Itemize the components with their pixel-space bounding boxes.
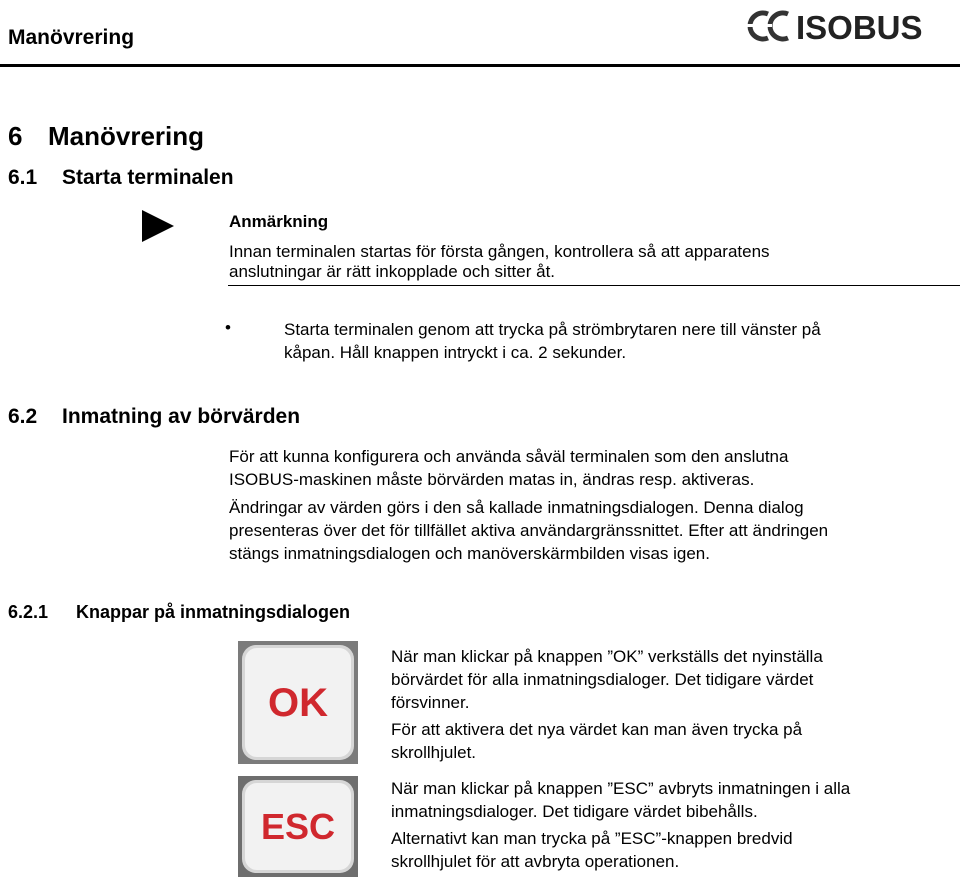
paragraph-line: Ändringar av värden görs i den så kallade inmatningsdialogen. Denna dialog: [229, 498, 804, 517]
bullet-icon: •: [225, 318, 231, 337]
esc-desc-line: Alternativt kan man trycka på ”ESC”-knappen bredvid: [391, 829, 793, 848]
esc-desc-line: skrollhjulet för att avbryta operationen.: [391, 852, 680, 871]
section-number: 6.2.1: [8, 602, 49, 622]
section-heading-6-2-1: [8, 602, 350, 623]
chapter-heading: [8, 121, 204, 152]
section-title: Inmatning av börvärden: [62, 405, 301, 428]
note-text-line: Innan terminalen startas för första gången, kontrollera så att apparatens: [229, 242, 770, 261]
section-title: Knappar på inmatningsdialogen: [76, 602, 351, 622]
section-heading-6-2: [8, 405, 300, 429]
paragraph-line: ISOBUS-maskinen måste börvärden matas in, ändras resp. aktiveras.: [229, 470, 755, 489]
esc-desc-line: När man klickar på knappen ”ESC” avbryts inmatningen i alla: [391, 779, 851, 798]
section-number: 6.1: [8, 166, 38, 189]
note-divider: [228, 285, 960, 286]
esc-button-label: ESC: [260, 806, 336, 847]
chapter-title: Manövrering: [48, 121, 205, 151]
svg-text:ISOBUS: ISOBUS: [796, 9, 923, 46]
ok-desc-line: skrollhjulet.: [391, 743, 477, 762]
ok-button-image: [238, 641, 358, 764]
esc-desc-line: inmatningsdialoger. Det tidigare värdet bibehålls.: [391, 802, 758, 821]
esc-button-image: [238, 776, 358, 877]
ok-desc-line: När man klickar på knappen ”OK” verkställs det nyinställa: [391, 647, 823, 666]
note-heading: Anmärkning: [229, 212, 329, 231]
ok-button-label: OK: [268, 681, 328, 725]
paragraph-line: presenteras över det för tillfället aktiva användargränssnittet. Efter att ändringen: [229, 521, 829, 540]
ok-desc-line: börvärdet för alla inmatningsdialoger. Det tidigare värdet: [391, 670, 814, 689]
header-divider: [0, 64, 960, 67]
bullet-text-line: Starta terminalen genom att trycka på strömbrytaren nere till vänster på: [284, 320, 821, 339]
section-heading-6-1: [8, 166, 234, 190]
ccisobus-logo: [742, 6, 946, 46]
page-header-title: Manövrering: [8, 26, 135, 49]
play-arrow-icon: [142, 210, 174, 242]
section-title: Starta terminalen: [62, 166, 234, 189]
section-number: 6.2: [8, 405, 38, 428]
paragraph-line: stängs inmatningsdialogen och manöverskärmbilden visas igen.: [229, 544, 710, 563]
note-text-line: anslutningar är rätt inkopplade och sitter åt.: [229, 262, 556, 281]
chapter-number: 6: [8, 121, 23, 151]
ok-desc-line: För att aktivera det nya värdet kan man även trycka på: [391, 720, 803, 739]
bullet-text-line: kåpan. Håll knappen intryckt i ca. 2 sekunder.: [284, 343, 627, 362]
paragraph-line: För att kunna konfigurera och använda såväl terminalen som den anslutna: [229, 447, 789, 466]
ok-desc-line: försvinner.: [391, 693, 470, 712]
